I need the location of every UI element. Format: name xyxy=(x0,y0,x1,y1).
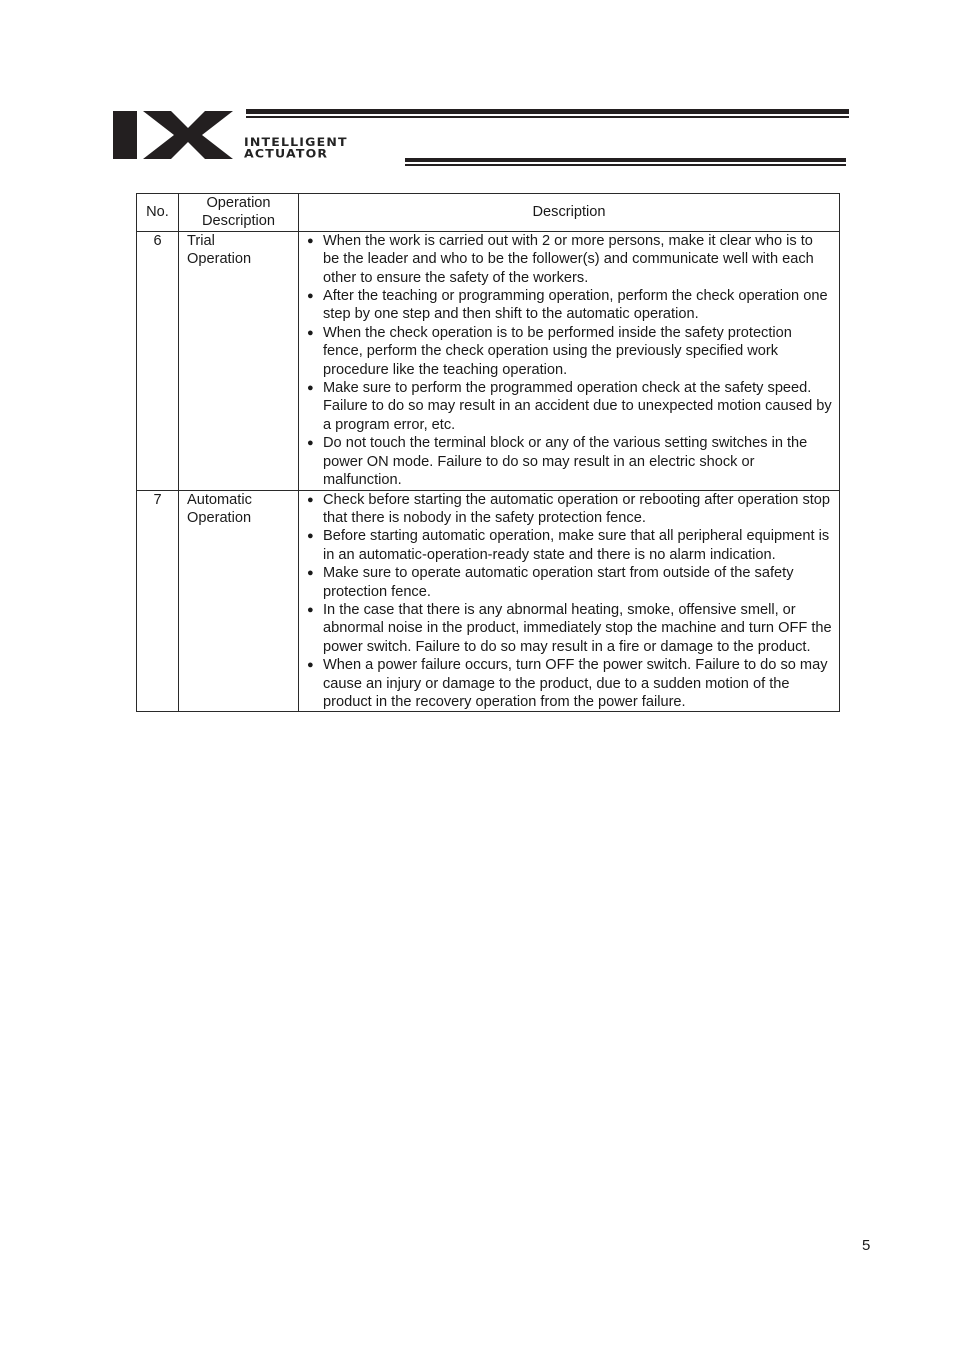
operation-label: Operation xyxy=(187,509,252,526)
list-item: ● When a power failure occurs, turn OFF the power switch. Failure to do so may cause an injury or damage to the product, due to a sudden motion of the product in the recovery operation from the power failure. xyxy=(307,656,833,711)
safety-operation-table xyxy=(136,193,840,712)
header-rule-top-thin xyxy=(246,116,849,118)
list-item: ● Check before starting the automatic operation or rebooting after operation stop that there is nobody in the safety protection fence. xyxy=(307,491,833,528)
page-header xyxy=(113,105,849,167)
row-description xyxy=(299,231,840,490)
list-item: ● When the work is carried out with 2 or more persons, make it clear who is to be the leader and who to be the follower(s) and communicate well with each other to ensure the safety of the workers. xyxy=(307,232,833,287)
header-operation-description: Operation Description xyxy=(179,194,299,232)
row-number: 6 xyxy=(137,231,179,490)
table-row xyxy=(137,231,840,490)
row-operation xyxy=(179,490,299,712)
bullet-list xyxy=(299,232,839,490)
brand-line-1: INTELLIGENT xyxy=(244,134,348,149)
ix-logo-icon xyxy=(113,109,235,161)
table-row xyxy=(137,490,840,712)
header-description: Description xyxy=(299,194,840,232)
list-item: ● In the case that there is any abnormal heating, smoke, offensive smell, or abnormal noise in the product, immediately stop the machine and turn OFF the power switch. Failure to do so may result in a fire or damage to the product. xyxy=(307,601,833,656)
list-item: ● After the teaching or programming operation, perform the check operation one step by one step and then shift to the automatic operation. xyxy=(307,287,833,324)
table-body xyxy=(137,231,840,712)
header-rule-top xyxy=(246,109,849,114)
list-item: ● Before starting automatic operation, make sure that all peripheral equipment is in an automatic-operation-ready state and there is no alarm indication. xyxy=(307,527,833,564)
list-item: ● Do not touch the terminal block or any of the various setting switches in the power ON mode. Failure to do so may result in an electric shock or malfunction. xyxy=(307,434,833,489)
bullet-list xyxy=(299,491,839,712)
table-header-row xyxy=(137,194,840,232)
operation-label: Trial xyxy=(187,232,215,249)
page-number: 5 xyxy=(862,1237,871,1254)
operation-label: Automatic xyxy=(187,491,252,508)
list-item: ● Make sure to operate automatic operation start from outside of the safety protection fence. xyxy=(307,564,833,601)
header-rule-bottom xyxy=(405,158,846,162)
row-description xyxy=(299,490,840,712)
row-number: 7 xyxy=(137,490,179,712)
operation-label: Operation xyxy=(187,251,252,268)
brand-line-2: ACTUATOR xyxy=(244,146,329,161)
list-item: ● Make sure to perform the programmed operation check at the safety speed. Failure to do so may result in an accident due to unexpected motion caused by a program error, etc. xyxy=(307,379,833,434)
row-operation xyxy=(179,231,299,490)
list-item: ● When the check operation is to be performed inside the safety protection fence, perform the check operation using the previously specified work procedure like the teaching operation. xyxy=(307,324,833,379)
header-no: No. xyxy=(137,194,179,232)
brand-name xyxy=(244,134,348,161)
header-rule-bottom-thin xyxy=(405,164,846,166)
